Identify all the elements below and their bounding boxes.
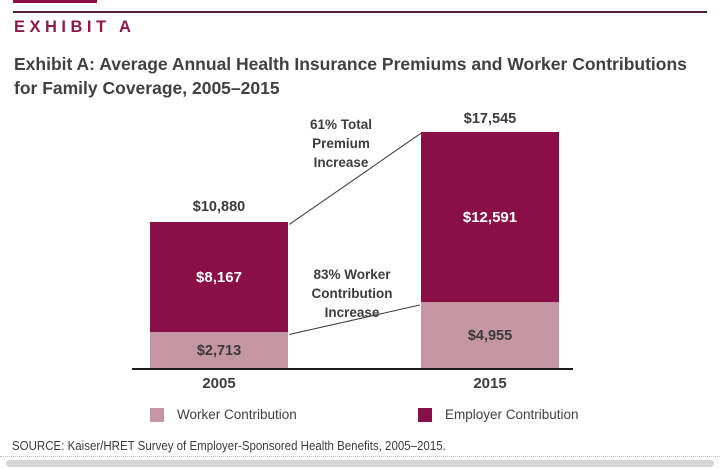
chart-title-line-2: for Family Coverage, 2005–2015 (14, 78, 280, 99)
annotation-total-premium-increase (293, 116, 389, 173)
worker-contribution-segment-2015 (421, 302, 559, 369)
legend-label: Worker Contribution (177, 407, 297, 422)
chart-title (14, 52, 714, 100)
employer-contribution-segment-2015 (421, 132, 559, 302)
employer-contribution-segment-2005 (150, 222, 288, 332)
source-citation: SOURCE: Kaiser/HRET Survey of Employer-Sponsored Health Benefits, 2005–2015. (12, 439, 446, 453)
bottom-divider (0, 456, 720, 457)
chart-title-line-1: Exhibit A: Average Annual Health Insurance Premiums and Worker Contributions (14, 54, 687, 74)
top-accent-bar (13, 0, 97, 3)
employer-value-label-2005: $8,167 (196, 268, 242, 286)
worker-value-label-2015: $4,955 (467, 327, 513, 344)
legend-item-employer-contribution (418, 407, 579, 422)
employer-contribution-swatch-icon (418, 408, 432, 422)
horizontal-scrollbar-thumb[interactable] (6, 460, 714, 467)
worker-contribution-swatch-icon (150, 408, 164, 422)
worker-value-label-2005: $2,713 (196, 342, 242, 359)
total-premium-label-2005: $10,880 (192, 199, 246, 215)
annotation-line: Increase (313, 154, 369, 170)
worker-contribution-segment-2005 (150, 332, 288, 369)
annotation-line: 61% Total (309, 117, 372, 132)
x-axis-label-2005: 2005 (202, 375, 236, 392)
annotation-line: Premium (312, 135, 370, 151)
header-rule (13, 11, 707, 13)
annotation-line: 83% Worker (313, 267, 391, 282)
stacked-bar-2015 (421, 132, 559, 369)
legend-label: Employer Contribution (445, 407, 579, 422)
legend-item-worker-contribution (150, 407, 297, 422)
employer-value-label-2015: $12,591 (462, 208, 518, 226)
x-axis-line (132, 368, 573, 370)
exhibit-label: EXHIBIT A (14, 18, 136, 36)
x-axis-label-2015: 2015 (473, 375, 507, 392)
annotation-worker-contribution-increase (297, 266, 407, 323)
stacked-bar-2005 (150, 222, 288, 369)
total-premium-label-2015: $17,545 (463, 111, 517, 127)
annotation-line: Increase (324, 304, 380, 320)
annotation-line: Contribution (311, 285, 393, 301)
